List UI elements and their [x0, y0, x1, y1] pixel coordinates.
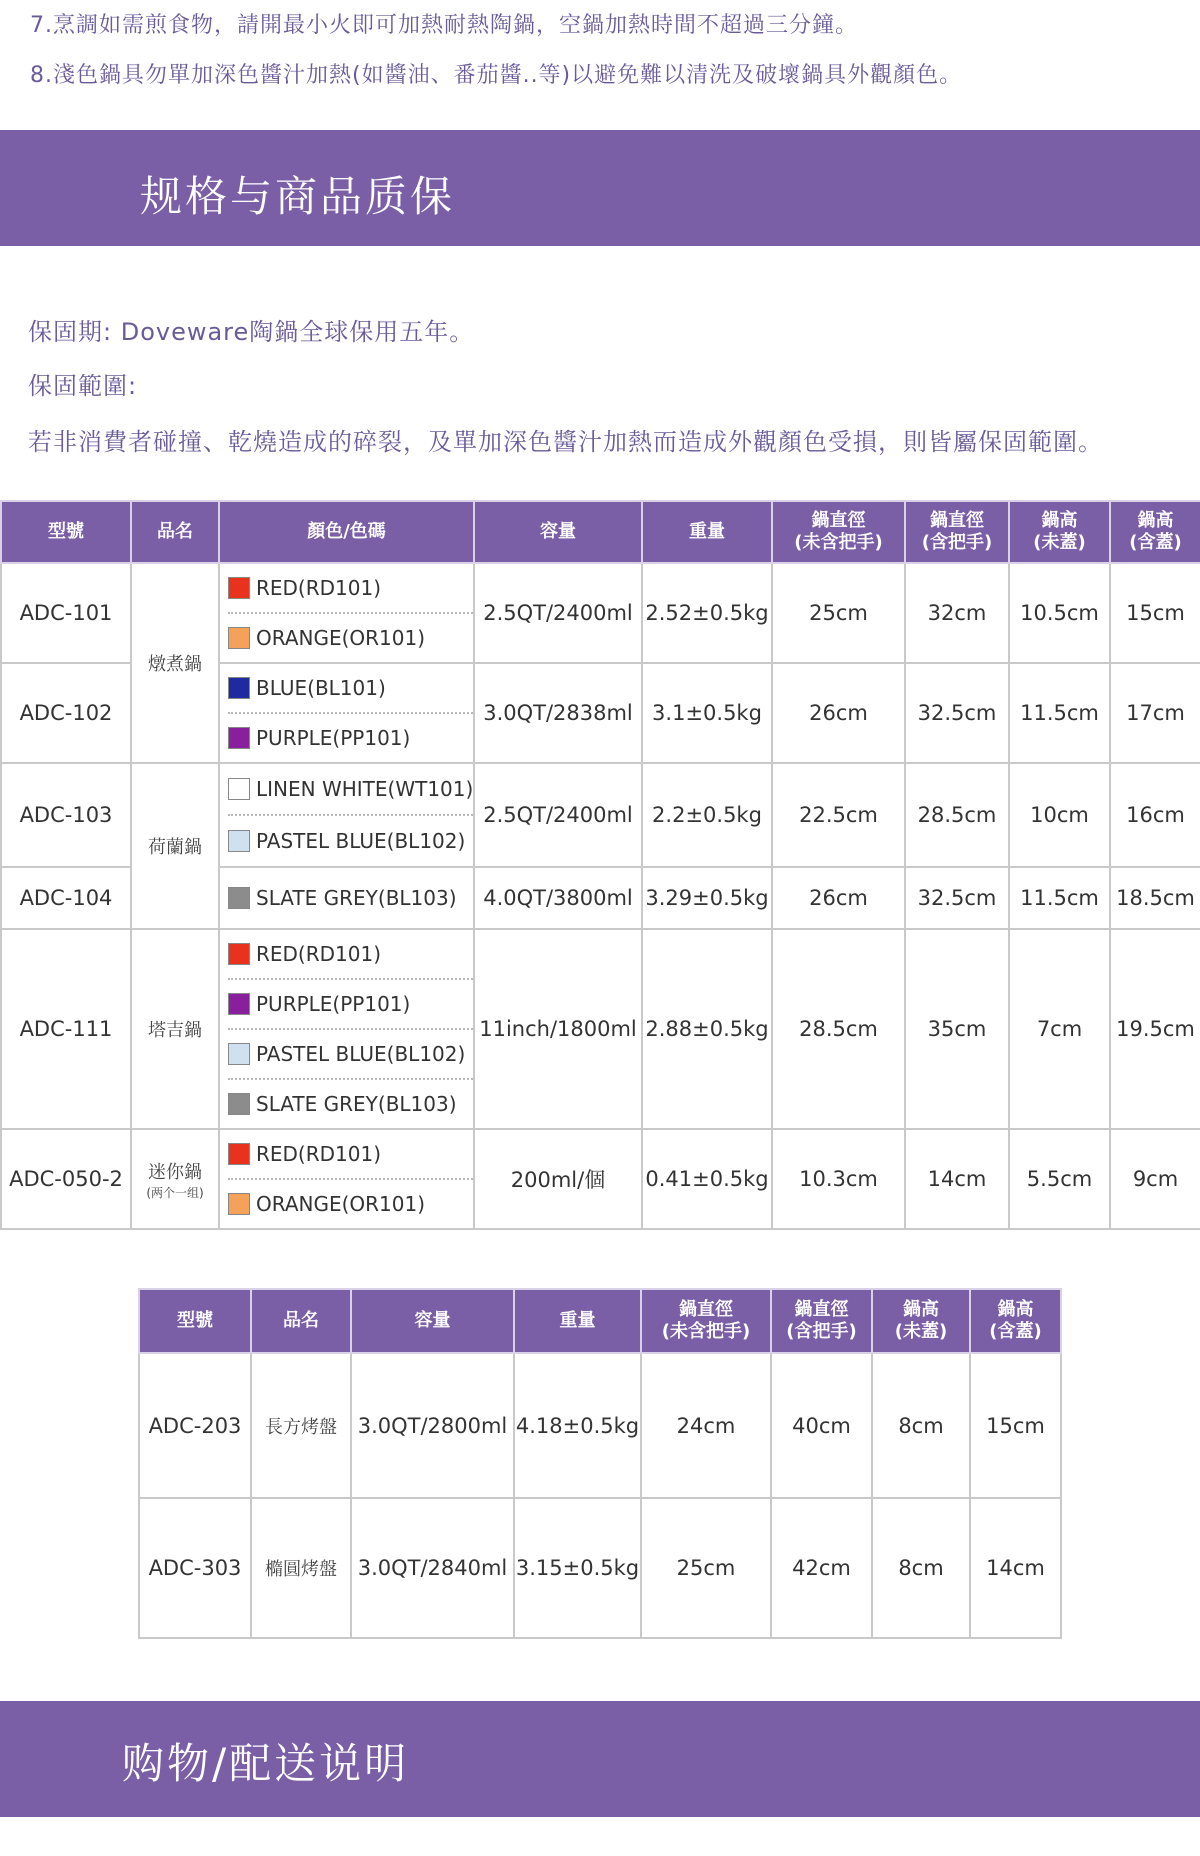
- color-item: RED(RD101): [228, 930, 473, 980]
- header-diameter-handle: 鍋直徑 (含把手): [905, 501, 1009, 563]
- header-height-no-lid: 鍋高 (未蓋): [1009, 501, 1110, 563]
- name-cell: [131, 1129, 219, 1229]
- height-lid-cell: 17cm: [1110, 663, 1200, 763]
- height-lid-cell: 14cm: [970, 1498, 1061, 1638]
- diameter-handle-cell: 35cm: [905, 929, 1009, 1129]
- warranty-scope-label: 保固範圍:: [28, 372, 138, 400]
- height-lid-cell: 15cm: [1110, 563, 1200, 663]
- color-item: PURPLE(PP101): [228, 714, 473, 762]
- colors-cell: [219, 1129, 474, 1229]
- header-weight: 重量: [642, 501, 772, 563]
- capacity-cell: 2.5QT/2400ml: [474, 563, 642, 663]
- color-swatch: [228, 778, 250, 800]
- color-item: SLATE GREY(BL103): [228, 874, 473, 922]
- color-item: ORANGE(OR101): [228, 614, 473, 662]
- diameter-no-handle-cell: 26cm: [772, 663, 905, 763]
- spec-table-pots: [0, 500, 1200, 1230]
- color-swatch: [228, 1143, 250, 1165]
- colors-cell: [219, 763, 474, 867]
- height-lid-cell: 16cm: [1110, 763, 1200, 867]
- color-swatch: [228, 1193, 250, 1215]
- model-cell: ADC-303: [139, 1498, 251, 1638]
- name-sublabel: (两个一组): [146, 1185, 204, 1200]
- capacity-cell: 4.0QT/3800ml: [474, 867, 642, 929]
- color-swatch: [228, 677, 250, 699]
- section-title-shipping: 购物/配送说明: [122, 1739, 410, 1788]
- name-label: 迷你鍋: [148, 1161, 202, 1183]
- color-item: SLATE GREY(BL103): [228, 1080, 473, 1128]
- note-7: 7.烹調如需煎食物，請開最小火即可加熱耐熱陶鍋，空鍋加熱時間不超過三分鐘。: [30, 13, 858, 38]
- header-name: 品名: [131, 501, 219, 563]
- height-no-lid-cell: 5.5cm: [1009, 1129, 1110, 1229]
- weight-cell: 3.1±0.5kg: [642, 663, 772, 763]
- table-row: [139, 1498, 1061, 1638]
- weight-cell: 2.52±0.5kg: [642, 563, 772, 663]
- name-cell: 塔吉鍋: [131, 929, 219, 1129]
- diameter-no-handle-cell: 10.3cm: [772, 1129, 905, 1229]
- name-cell: 荷蘭鍋: [131, 763, 219, 929]
- diameter-no-handle-cell: 26cm: [772, 867, 905, 929]
- section-banner-shipping: [0, 1701, 1200, 1817]
- height-lid-cell: 15cm: [970, 1353, 1061, 1498]
- header-color: 顏色/色碼: [219, 501, 474, 563]
- height-lid-cell: 19.5cm: [1110, 929, 1200, 1129]
- color-item: PASTEL BLUE(BL102): [228, 1030, 473, 1080]
- diameter-handle-cell: 42cm: [771, 1498, 872, 1638]
- color-item: PASTEL BLUE(BL102): [228, 816, 473, 866]
- model-cell: ADC-103: [1, 763, 131, 867]
- color-swatch: [228, 577, 250, 599]
- diameter-no-handle-cell: 24cm: [641, 1353, 771, 1498]
- color-swatch: [228, 943, 250, 965]
- color-item: PURPLE(PP101): [228, 980, 473, 1030]
- height-no-lid-cell: 8cm: [872, 1498, 970, 1638]
- weight-cell: 0.41±0.5kg: [642, 1129, 772, 1229]
- colors-cell: [219, 563, 474, 663]
- colors-cell: [219, 929, 474, 1129]
- diameter-handle-cell: 28.5cm: [905, 763, 1009, 867]
- weight-cell: 2.2±0.5kg: [642, 763, 772, 867]
- model-cell: ADC-050-2: [1, 1129, 131, 1229]
- height-lid-cell: 9cm: [1110, 1129, 1200, 1229]
- header-capacity: 容量: [474, 501, 642, 563]
- name-cell: 長方烤盤: [251, 1353, 351, 1498]
- diameter-handle-cell: 32cm: [905, 563, 1009, 663]
- height-no-lid-cell: 10.5cm: [1009, 563, 1110, 663]
- model-cell: ADC-203: [139, 1353, 251, 1498]
- model-cell: ADC-102: [1, 663, 131, 763]
- name-cell: 燉煮鍋: [131, 563, 219, 763]
- color-swatch: [228, 1093, 250, 1115]
- section-banner-specs: [0, 130, 1200, 246]
- diameter-handle-cell: 32.5cm: [905, 867, 1009, 929]
- color-item: RED(RD101): [228, 1130, 473, 1180]
- color-item: ORANGE(OR101): [228, 1180, 473, 1228]
- color-swatch: [228, 993, 250, 1015]
- table-row: [1, 929, 1200, 1129]
- warranty-period: 保固期: Doveware陶鍋全球保用五年。: [28, 318, 475, 346]
- capacity-cell: 11inch/1800ml: [474, 929, 642, 1129]
- header-diameter-no-handle: 鍋直徑 (未含把手): [772, 501, 905, 563]
- diameter-handle-cell: 40cm: [771, 1353, 872, 1498]
- capacity-cell: 2.5QT/2400ml: [474, 763, 642, 867]
- model-cell: ADC-111: [1, 929, 131, 1129]
- diameter-no-handle-cell: 25cm: [772, 563, 905, 663]
- height-no-lid-cell: 7cm: [1009, 929, 1110, 1129]
- weight-cell: 3.29±0.5kg: [642, 867, 772, 929]
- colors-cell: [219, 867, 474, 929]
- section-title-specs: 规格与商品质保: [140, 172, 456, 221]
- color-swatch: [228, 627, 250, 649]
- color-item: BLUE(BL101): [228, 664, 473, 714]
- capacity-cell: 200ml/個: [474, 1129, 642, 1229]
- header-height-no-lid: 鍋高 (未蓋): [872, 1289, 970, 1353]
- diameter-no-handle-cell: 28.5cm: [772, 929, 905, 1129]
- table-row: [139, 1353, 1061, 1498]
- weight-cell: 2.88±0.5kg: [642, 929, 772, 1129]
- color-item: RED(RD101): [228, 564, 473, 614]
- name-cell: 橢圓烤盤: [251, 1498, 351, 1638]
- height-no-lid-cell: 10cm: [1009, 763, 1110, 867]
- header-weight: 重量: [514, 1289, 641, 1353]
- header-diameter-no-handle: 鍋直徑 (未含把手): [641, 1289, 771, 1353]
- color-swatch: [228, 887, 250, 909]
- header-model: 型號: [139, 1289, 251, 1353]
- model-cell: ADC-104: [1, 867, 131, 929]
- header-capacity: 容量: [351, 1289, 514, 1353]
- colors-cell: [219, 663, 474, 763]
- color-item: LINEN WHITE(WT101): [228, 764, 473, 816]
- header-height-lid: 鍋高 (含蓋): [970, 1289, 1061, 1353]
- spec-table-bakeware: [138, 1288, 1062, 1639]
- diameter-no-handle-cell: 25cm: [641, 1498, 771, 1638]
- color-swatch: [228, 727, 250, 749]
- header-name: 品名: [251, 1289, 351, 1353]
- weight-cell: 3.15±0.5kg: [514, 1498, 641, 1638]
- capacity-cell: 3.0QT/2838ml: [474, 663, 642, 763]
- diameter-no-handle-cell: 22.5cm: [772, 763, 905, 867]
- capacity-cell: 3.0QT/2840ml: [351, 1498, 514, 1638]
- note-8: 8.淺色鍋具勿單加深色醬汁加熱(如醬油、番茄醬..等)以避免難以清洗及破壞鍋具外觀顏色。: [30, 63, 963, 88]
- height-lid-cell: 18.5cm: [1110, 867, 1200, 929]
- diameter-handle-cell: 32.5cm: [905, 663, 1009, 763]
- color-swatch: [228, 830, 250, 852]
- color-swatch: [228, 1043, 250, 1065]
- height-no-lid-cell: 11.5cm: [1009, 867, 1110, 929]
- capacity-cell: 3.0QT/2800ml: [351, 1353, 514, 1498]
- header-diameter-handle: 鍋直徑 (含把手): [771, 1289, 872, 1353]
- model-cell: ADC-101: [1, 563, 131, 663]
- table-row: [1, 563, 1200, 663]
- table-row: [1, 1129, 1200, 1229]
- weight-cell: 4.18±0.5kg: [514, 1353, 641, 1498]
- header-model: 型號: [1, 501, 131, 563]
- height-no-lid-cell: 8cm: [872, 1353, 970, 1498]
- height-no-lid-cell: 11.5cm: [1009, 663, 1110, 763]
- warranty-scope-text: 若非消費者碰撞、乾燒造成的碎裂，及單加深色醬汁加熱而造成外觀顏色受損，則皆屬保固範圍。: [28, 428, 1103, 456]
- header-height-lid: 鍋高 (含蓋): [1110, 501, 1200, 563]
- table-row: [1, 763, 1200, 867]
- diameter-handle-cell: 14cm: [905, 1129, 1009, 1229]
